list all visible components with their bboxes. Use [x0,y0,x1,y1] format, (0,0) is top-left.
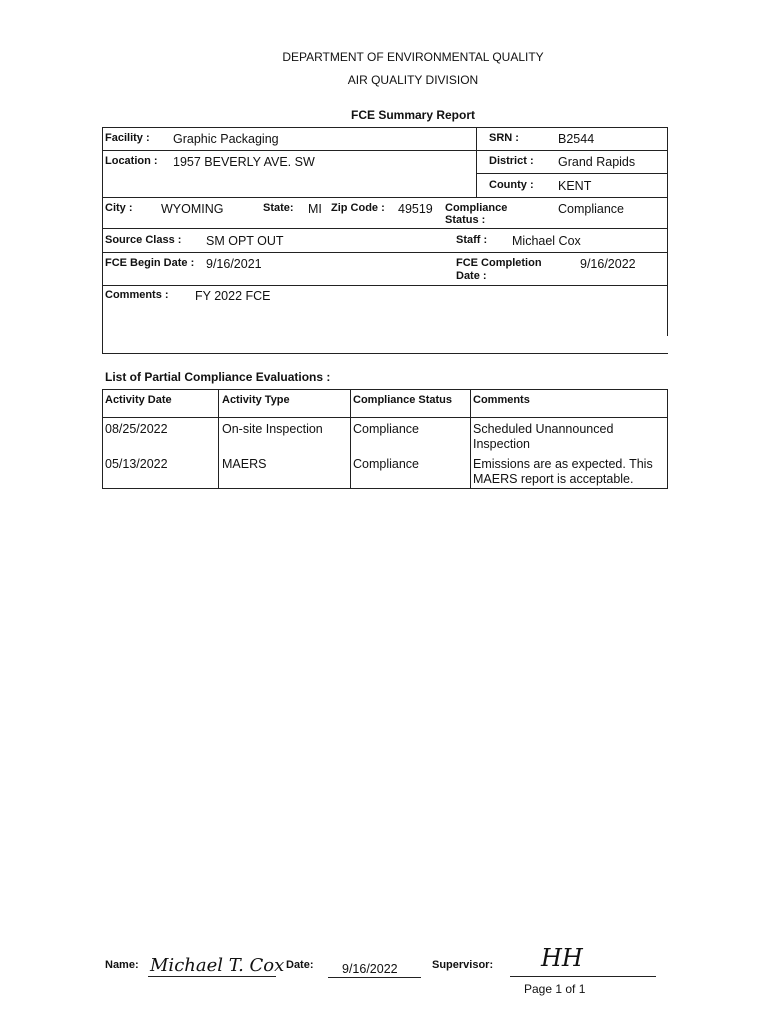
location-value: 1957 BEVERLY AVE. SW [173,155,315,169]
facility-label: Facility : [105,132,150,144]
fce-begin-value: 9/16/2021 [206,257,262,271]
fce-completion-value: 9/16/2022 [580,257,636,271]
pce-col-border-4 [667,389,668,489]
column-header-activity-date: Activity Date [105,394,172,406]
date-line [328,977,421,978]
fce-completion-label: FCE Completion [456,257,542,269]
column-header-comments: Comments [473,394,530,406]
pce-col-border-3 [470,389,471,489]
row-activity-type: MAERS [222,457,267,471]
pce-table-header-divider [102,417,668,418]
name-label: Name: [105,959,139,971]
county-label: County : [489,179,534,191]
pce-list-title: List of Partial Compliance Evaluations : [105,370,331,384]
name-signature-line [148,976,276,977]
row-divider-2 [476,173,668,174]
source-class-label: Source Class : [105,234,182,246]
location-label: Location : [105,155,158,167]
zip-code-value: 49519 [398,202,433,216]
report-title: FCE Summary Report [350,108,476,122]
district-label: District : [489,155,534,167]
pce-col-border-1 [218,389,219,489]
zip-code-label: Zip Code : [331,202,385,214]
srn-value: B2544 [558,132,595,146]
column-header-compliance-status: Compliance Status [353,394,453,406]
page-number: Page 1 of 1 [524,982,586,996]
row-compliance-status: Compliance [353,422,420,436]
state-label: State: [263,202,294,214]
county-value: KENT [558,179,592,193]
staff-label: Staff : [456,234,488,246]
row-divider-1 [102,150,668,151]
state-value: MI [308,202,322,216]
division-title: AIR QUALITY DIVISION [347,73,479,87]
fce-completion-label-2: Date : [456,270,487,282]
compliance-status-value: Compliance [558,202,625,216]
compliance-status-label-2: Status : [445,214,486,226]
row-activity-type: On-site Inspection [222,422,323,436]
fce-begin-label: FCE Begin Date : [105,257,195,269]
box-bottom-border [102,353,668,354]
pce-col-border-0 [102,389,103,489]
row-comments: Emissions are as expected. This MAERS report is acceptable. [473,457,653,486]
box-right-border [667,127,668,336]
row-activity-date: 05/13/2022 [105,457,168,471]
box-top-border [102,127,668,128]
row-divider-5 [102,252,668,253]
name-signature: Michael T. Cox [150,955,285,976]
row-divider-4 [102,228,668,229]
date-label: Date: [286,959,314,971]
box-mid-divider [476,127,477,198]
city-value: WYOMING [161,202,224,216]
facility-value: Graphic Packaging [173,132,279,146]
comments-label: Comments : [105,289,169,301]
pce-table-top-border [102,389,668,390]
city-label: City : [105,202,133,214]
column-header-activity-type: Activity Type [222,394,290,406]
pce-col-border-2 [350,389,351,489]
srn-label: SRN : [489,132,519,144]
date-value: 9/16/2022 [342,962,398,976]
row-activity-date: 08/25/2022 [105,422,168,436]
supervisor-signature: HH [541,944,583,972]
supervisor-signature-line [510,976,656,977]
box-left-border [102,127,103,354]
staff-value: Michael Cox [512,234,581,248]
compliance-status-label: Compliance [445,202,508,214]
district-value: Grand Rapids [558,155,636,169]
supervisor-label: Supervisor: [432,959,494,971]
row-compliance-status: Compliance [353,457,420,471]
source-class-value: SM OPT OUT [206,234,284,248]
department-title: DEPARTMENT OF ENVIRONMENTAL QUALITY [282,50,544,64]
comments-value: FY 2022 FCE [195,289,271,303]
row-comments: Scheduled Unannounced Inspection [473,422,614,451]
pce-table-bottom-border [102,488,668,489]
row-divider-6 [102,285,668,286]
row-divider-3 [102,197,668,198]
